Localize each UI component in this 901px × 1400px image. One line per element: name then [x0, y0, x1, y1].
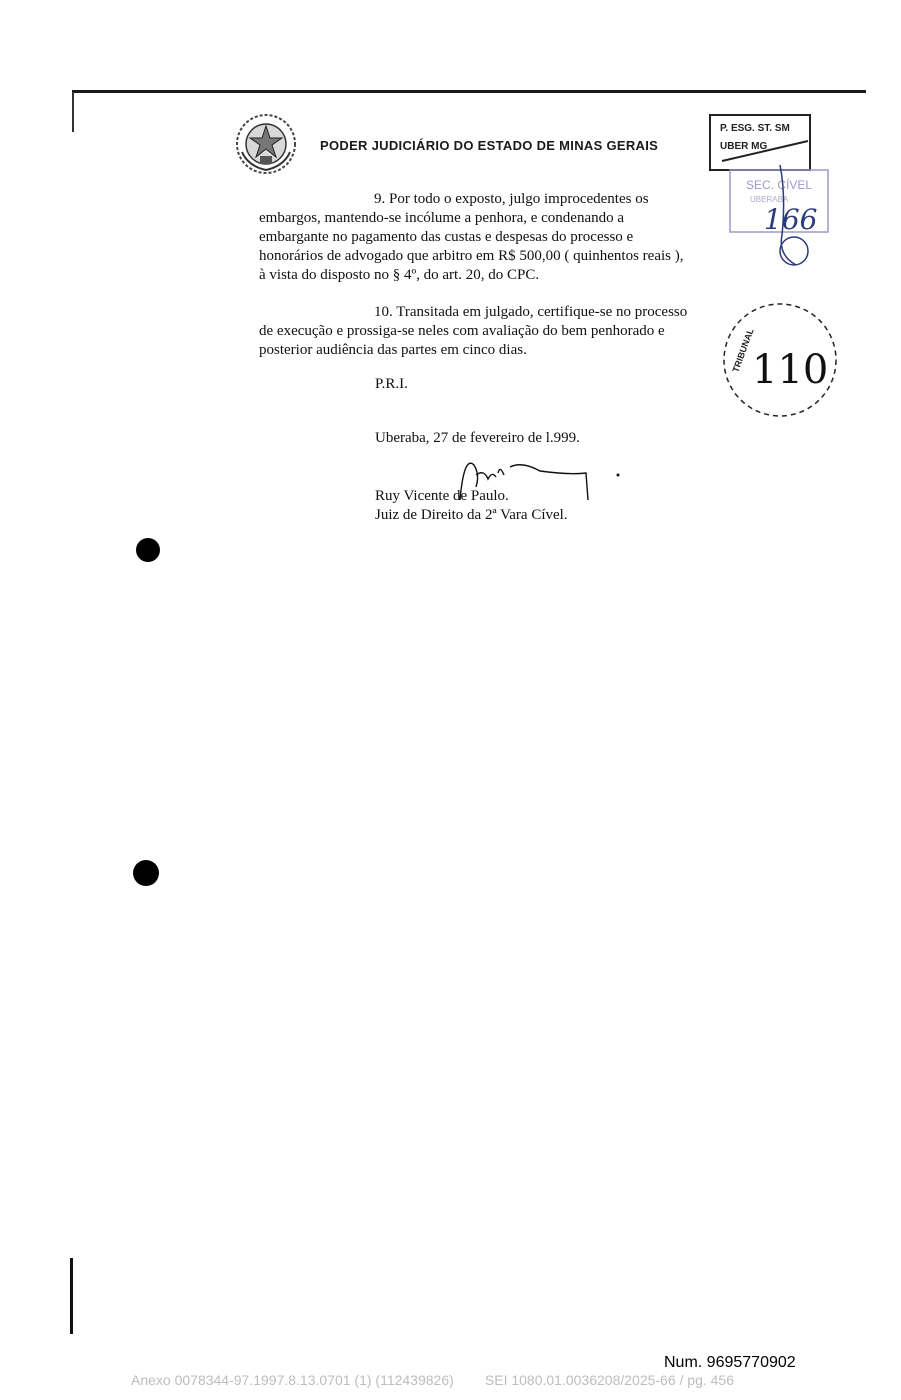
punch-hole — [133, 860, 159, 886]
paragraph-line: 9. Por todo o exposto, julgo improcedentes os — [374, 191, 649, 207]
paragraph-9 — [259, 190, 719, 285]
judge-title: Juiz de Direito da 2ª Vara Cível. — [375, 507, 568, 523]
sec-civel-label: SEC. CÍVEL — [746, 178, 813, 192]
paragraph-line: à vista do disposto no § 4º, do art. 20, do CPC. — [259, 267, 540, 283]
date-line: Uberaba, 27 de fevereiro de l.999. — [375, 430, 580, 446]
court-stamps — [700, 105, 860, 425]
paragraph-line: 10. Transitada em julgado, certifique-se no processo — [374, 304, 688, 320]
sec-civel-sub: UBERABA — [750, 195, 789, 204]
coat-of-arms-icon — [234, 112, 298, 176]
paragraph-line: de execução e prossiga-se neles com avaliação do bem penhorado e — [259, 323, 665, 339]
seal-number: 110 — [752, 347, 829, 393]
document-number: Num. 9695770902 — [664, 1354, 796, 1371]
left-border-line — [72, 92, 74, 132]
registry-stamp-line2: UBER MG — [720, 141, 768, 152]
pri-text: P.R.I. — [375, 376, 408, 392]
tribunal-seal — [724, 304, 836, 416]
scan-edge-mark — [70, 1258, 73, 1334]
folio-number: 166 — [764, 203, 818, 236]
court-header: PODER JUDICIÁRIO DO ESTADO DE MINAS GERAIS — [320, 138, 659, 153]
seal-text: TRIBUNAL — [730, 327, 756, 374]
footer-metadata: Anexo 0078344-97.1997.8.13.0701 (1) (112439826) SEI 1080.01.0036208/2025-66 / pg. 456 — [131, 1372, 734, 1388]
punch-hole — [136, 538, 160, 562]
paragraph-line: posterior audiência das partes em cinco dias. — [259, 342, 527, 358]
top-border-line — [72, 90, 866, 93]
judge-name: Ruy Vicente de Paulo. — [375, 488, 509, 504]
sec-civel-stamp — [730, 165, 828, 265]
paragraph-10 — [259, 303, 719, 360]
registry-stamp-line1: P. ESG. ST. SM — [720, 123, 790, 134]
paragraph-line: honorários de advogado que arbitro em R$ 500,00 ( quinhentos reais ), — [259, 248, 684, 264]
paragraph-line: embargante no pagamento das custas e despesas do processo e — [259, 229, 634, 245]
paragraph-line: embargos, mantendo-se incólume a penhora, e condenando a — [259, 210, 625, 226]
registry-stamp — [710, 115, 810, 170]
